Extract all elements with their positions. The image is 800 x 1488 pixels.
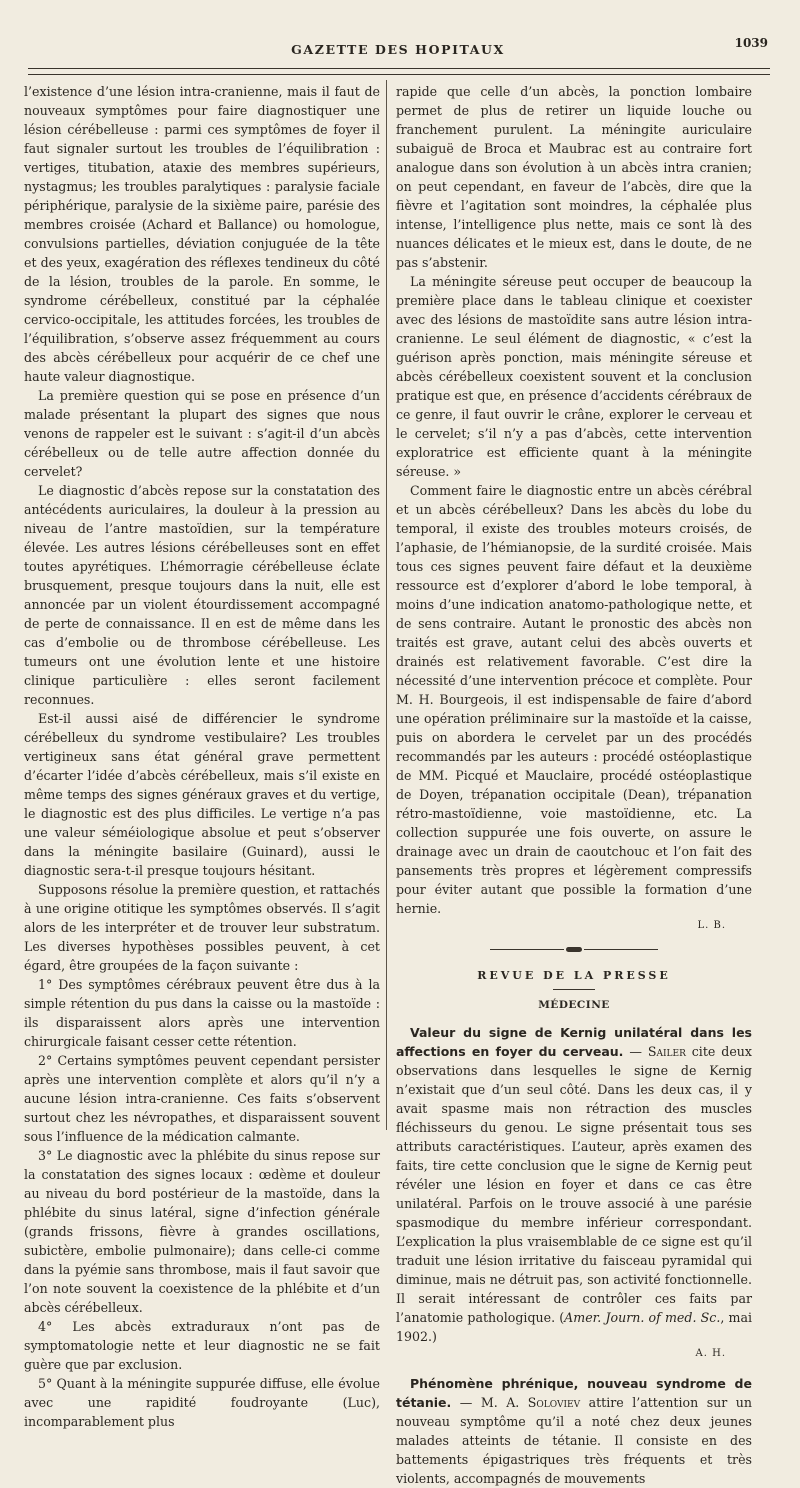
paragraph: La première question qui se pose en présence d’un malade présentant la plupart des signes que nous venons de rappeler est le suivant : s’agit-il d’un abcès cérébelleux ou de telle autre affection donnée du cervelet? (24, 388, 380, 479)
dash: — (629, 1044, 648, 1059)
section-title: REVUE DE LA PRESSE (477, 969, 671, 982)
paragraph: 3° Le diagnostic avec la phlébite du sinus repose sur la constatation des signes locaux : œdème et douleur au niveau du bord postérieur de la mastoïde, dans la phlébite du sinus latéral, signe d’infection générale (grands frissons, fièvre à grandes oscillations, subictère, embolie pulmonaire); dans celle-ci comme dans la pyémie sans thrombose, mais il faut savoir que l’on note souvent la coexistence de la phlébite et d’un abcès cérébelleux. (24, 1148, 380, 1315)
page-header (28, 36, 768, 62)
article-signature: A. H. (695, 1348, 726, 1359)
paragraph: Comment faire le diagnostic entre un abcès cérébral et un abcès cérébelleux? Dans les abcès du lobe du temporal, il existe des troubles moteurs croisés, de l’aphasie, de l’hémianopsie, de la surdité croisée. Mais tous ces signes peuvent faire défaut et la deuxième ressource est d’explorer d’abord le lobe temporal, à moins d’une indication anatomo-pathologique nette, et de sens contraire. Autant le pronostic des abcès non traités est grave, autant celui des abcès ouverts et drainés est relativement favorable. C’est dire la nécessité d’une intervention précoce et complète. Pour M. H. Bourgeois, il est indispensable de faire d’abord une opération préliminaire sur la mastoïde et la caisse, puis on abordera le cervelet par un des procédés recommandés par les auteurs : procédé ostéoplastique de MM. Picqué et Mauclaire, procédé ostéoplastique de Doyen, trépanation occipitale (Dean), trépanation rétro-mastoïdienne, voie mastoïdienne, etc. La collection suppurée une fois ouverte, on assure le drainage avec un drain de caoutchouc et l’on fait des pansements très propres et légèrement compressifs pour éviter autant que possible la formation d’une hernie. (396, 483, 752, 916)
section-rule (553, 989, 595, 990)
article-citation: Amer. Journ. of med. Sc. (564, 1310, 721, 1325)
article-body: cite deux observations dans lesquelles le signe de Kernig n’existait que d’un seul côté. Dans les deux cas, il y avait spasme mais non rétraction des muscles fléchisseurs du genou. Le signe présentait tous ses attributs caractéristiques. L’auteur, après examen des faits, tire cette conclusion que le signe de Kernig peut révéler une lésion en foyer et dans ce cas être unilatéral. Parfois on le trouve associé à une parésie spasmodique du membre inférieur correspondant. L’explication la plus vraisemblable de ce signe est qu’il traduit une lésion irritative du faisceau pyramidal qui diminue, mais ne détruit pas, son activité fonctionnelle. Il serait intéressant de contrôler ces faits par l’anatomie pathologique. ( (396, 1044, 752, 1325)
subsection-title: MÉDECINE (538, 999, 610, 1011)
signature: L. B. (697, 920, 726, 931)
article-author-prefix: — M. A. (459, 1395, 528, 1410)
header-rule-thin (28, 74, 770, 75)
article-citation-tail: , mai 1902.) (396, 1310, 752, 1344)
paragraph: La méningite séreuse peut occuper de beaucoup la première place dans le tableau clinique et coexister avec des lésions de mastoïdite sans autre lésion intra-cranienne. Le seul élément de diagnostic, « c’est la guérison après ponction, mais méningite séreuse et abcès cérébelleux coexistent souvent et la conclusion pratique est que, en présence d’accidents cérébraux de ce genre, il faut ouvrir le crâne, explorer le cerveau et le cervelet; s’il n’y a pas d’abcès, cette intervention exploratrice est efficiente quant à la méningite séreuse. » (396, 274, 752, 479)
paragraph: Est-il aussi aisé de différencier le syndrome cérébelleux du syndrome vestibulaire? Les troubles vertigineux sans état général grave permettent d’écarter l’idée d’abcès cérébelleux, mais s’il existe en même temps des signes généraux graves et du vertige, le diagnostic est des plus difficiles. Le vertige n’a pas une valeur séméiologique absolue et peut s’observer dans la méningite basilaire (Guinard), aussi le diagnostic sera-t-il presque toujours hésitant. (24, 711, 380, 878)
page-number: 1039 (734, 36, 768, 50)
article-body: attire l’attention sur un nouveau symptôme qu’il a noté chez deux jeunes malades atteints de tétanie. Il consiste en des battements épigastriques très fréquents et très violents, accompagnés de mouvements (396, 1395, 752, 1486)
article-title: Valeur du signe de Kernig unilatéral dans les affections en foyer du cerveau. (396, 1025, 752, 1059)
paragraph: 4° Les abcès extraduraux n’ont pas de symptomatologie nette et leur diagnostic ne se fait guère que par exclusion. (24, 1319, 380, 1372)
paragraph: 2° Certains symptômes peuvent cependant persister après une intervention complète et alors qu’il n’y a aucune lésion intra-cranienne. Ces faits s’observent surtout chez les névropathes, et disparaissent souvent sous l’influence de la médication calmante. (24, 1053, 380, 1144)
column-divider (386, 80, 387, 1130)
article-title: Phénomène phrénique, nouveau syndrome de tétanie. (396, 1376, 752, 1410)
paragraph: l’existence d’une lésion intra-cranienne, mais il faut de nouveaux symptômes pour faire diagnostiquer une lésion cérébelleuse : parmi ces symptômes de foyer il faut signaler surtout les troubles de l’équilibration : vertiges, titubation, ataxie des membres supérieurs, nystagmus; les troubles paralytiques : paralysie faciale périphérique, paralysie de la sixième paire, parésie des membres croisée (Achard et Ballance) ou homologue, convulsions partielles, déviation conjuguée de la tête et des yeux, exagération des réflexes tendineux du côté de la lésion, troubles de la parole. En somme, le syndrome cérébelleux, constitué par la céphalée cervico-occipitale, les attitudes forcées, les troubles de l’équilibration, s’observe assez fréquemment au cours des abcès cérébelleux pour acquérir de ce chef une haute valeur diagnostique. (24, 84, 380, 384)
right-column (396, 82, 752, 1486)
article-author: Soloviev (527, 1395, 581, 1410)
paragraph: 1° Des symptômes cérébraux peuvent être dus à la simple rétention du pus dans la caisse ou la mastoïde : ils disparaissent alors après une intervention chirurgicale faisant cesser cette rétention. (24, 977, 380, 1049)
article-tetanie (396, 1374, 752, 1488)
header-rule (28, 68, 770, 69)
paragraph: Le diagnostic d’abcès repose sur la constatation des antécédents auriculaires, la douleur à la pression au niveau de l’antre mastoïdien, sur la température élevée. Les autres lésions cérébelleuses sont en effet toutes apyrétiques. L’hémorragie cérébelleuse éclate brusquement, presque toujours dans la nuit, elle est annoncée par un violent étourdissement accompagné de perte de connaissance. Il en est de même dans les cas d’embolie ou de thrombose cérébelleuse. Les tumeurs ont une évolution lente et une histoire clinique particulière : elles seront facilement reconnues. (24, 483, 380, 707)
left-column (24, 82, 380, 1429)
paragraph: rapide que celle d’un abcès, la ponction lombaire permet de plus de retirer un liquide louche ou franchement purulent. La méningite auriculaire subaiguë de Broca et Maubrac est au contraire fort analogue dans son évolution à un abcès intra cranien; on peut cependant, en faveur de l’abcès, dire que la fièvre et l’agitation sont moindres, la céphalée plus intense, l’intelligence plus nette, mais ce sont là des nuances délicates et le mieux est, dans le doute, de ne pas s’abstenir. (396, 84, 752, 270)
article-kernig (396, 1023, 752, 1346)
paragraph: Supposons résolue la première question, et rattachés à une origine otitique les symptômes observés. Il s’agit alors de les interpréter et de trouver leur substratum. Les diverses hypothèses possibles peuvent, à cet égard, être groupées de la façon suivante : (24, 882, 380, 973)
journal-title: GAZETTE DES HOPITAUX (291, 42, 505, 57)
paragraph: 5° Quant à la méningite suppurée diffuse, elle évolue avec une rapidité foudroyante (Luc), incomparablement plus (24, 1376, 380, 1429)
article-author: Sailer (647, 1044, 686, 1059)
ornament-divider (396, 938, 752, 960)
